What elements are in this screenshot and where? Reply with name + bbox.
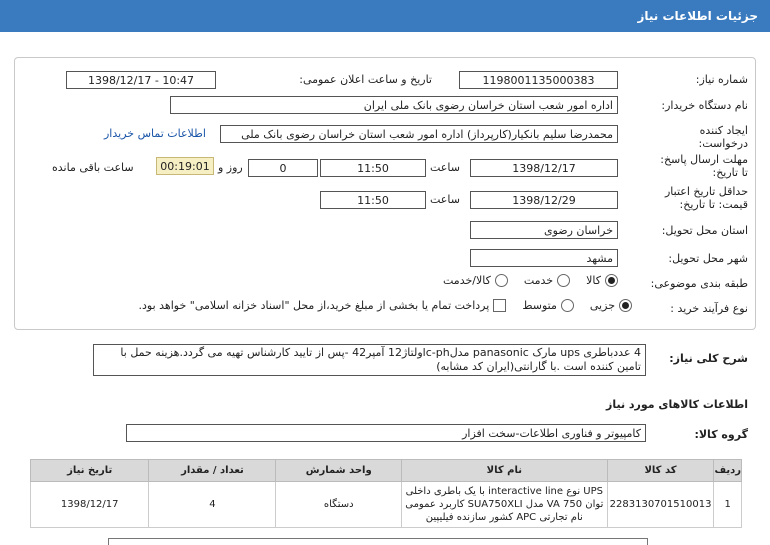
purchase-option-minor[interactable]: جزیی bbox=[590, 299, 632, 312]
col-name: نام کالا bbox=[401, 460, 607, 482]
category-label: طبقه بندی موضوعی: bbox=[650, 277, 748, 290]
reply-date-field[interactable]: 1398/12/17 bbox=[470, 159, 618, 177]
days-label: روز و bbox=[218, 161, 243, 174]
price-time-field[interactable]: 11:50 bbox=[320, 191, 426, 209]
creator-field[interactable]: محمدرضا سلیم بانکیار(کارپرداز) اداره امور شعب استان خراسان رضوی بانک ملی bbox=[220, 125, 618, 143]
col-date: تاریخ نیاز bbox=[31, 460, 149, 482]
remaining-label: ساعت باقی مانده bbox=[52, 161, 134, 174]
description-field[interactable]: 4 عددباطری ups مارک panasonic مدلlc-phولتاژ12 آمپر42 -پس از تایید کارشناس تهیه می گردد.هزینه حمل با تامین کننده است .با گارانتی(ایران کد مشابه) bbox=[93, 344, 646, 376]
category-radio-group bbox=[433, 274, 618, 287]
creator-label: ایجاد کننده درخواست: bbox=[698, 124, 748, 150]
category-option-both[interactable]: کالا/خدمت bbox=[443, 274, 508, 287]
radio-icon[interactable] bbox=[605, 274, 618, 287]
cell-unit: دستگاه bbox=[276, 482, 401, 528]
reply-time-field[interactable]: 11:50 bbox=[320, 159, 426, 177]
treasury-payment-option[interactable]: پرداخت تمام یا بخشی از مبلغ خرید،از محل "اسناد خزانه اسلامی" خواهد بود. bbox=[139, 299, 507, 312]
goods-section-title: اطلاعات کالاهای مورد نیاز bbox=[606, 398, 748, 411]
checkbox-icon[interactable] bbox=[493, 299, 506, 312]
reply-deadline-label: مهلت ارسال پاسخ: تا تاریخ: bbox=[660, 153, 748, 179]
city-field[interactable]: مشهد bbox=[470, 249, 618, 267]
need-number-label: شماره نیاز: bbox=[695, 73, 748, 86]
purchase-option-medium[interactable]: متوسط bbox=[522, 299, 574, 312]
price-validity-label: حداقل تاریخ اعتبار قیمت: تا تاریخ: bbox=[664, 185, 748, 211]
page-header bbox=[0, 0, 770, 32]
goods-group-field[interactable]: کامپیوتر و فناوری اطلاعات-سخت افزار bbox=[126, 424, 646, 442]
cell-name: UPS نوع interactive line با یک باطری داخلی توان 750 VA مدل SUA750XLI کاربرد عمومی نام تجارتی APC کشور سازنده فیلیپین bbox=[401, 482, 607, 528]
buyer-org-label: نام دستگاه خریدار: bbox=[661, 99, 748, 112]
radio-icon[interactable] bbox=[495, 274, 508, 287]
next-section-box bbox=[108, 538, 648, 545]
province-field[interactable]: خراسان رضوی bbox=[470, 221, 618, 239]
price-time-label: ساعت bbox=[430, 193, 460, 206]
city-label: شهر محل تحویل: bbox=[668, 252, 748, 265]
table-row[interactable] bbox=[31, 482, 742, 528]
announce-label: تاریخ و ساعت اعلان عمومی: bbox=[299, 73, 432, 86]
reply-time-label: ساعت bbox=[430, 161, 460, 174]
province-label: استان محل تحویل: bbox=[661, 224, 748, 237]
goods-table bbox=[30, 459, 742, 528]
buyer-org-field[interactable]: اداره امور شعب استان خراسان رضوی بانک ملی ایران bbox=[170, 96, 618, 114]
radio-icon[interactable] bbox=[619, 299, 632, 312]
col-row: ردیف bbox=[714, 460, 742, 482]
col-unit: واحد شمارش bbox=[276, 460, 401, 482]
category-option-goods[interactable]: کالا bbox=[586, 274, 618, 287]
contact-buyer-link[interactable]: اطلاعات تماس خریدار bbox=[104, 127, 206, 140]
radio-icon[interactable] bbox=[557, 274, 570, 287]
category-option-service[interactable]: خدمت bbox=[524, 274, 570, 287]
cell-code: 2283130701510013 bbox=[607, 482, 714, 528]
col-qty: تعداد / مقدار bbox=[149, 460, 276, 482]
page-title: جزئیات اطلاعات نیاز bbox=[637, 9, 758, 23]
need-number-field[interactable]: 1198001135000383 bbox=[459, 71, 618, 89]
cell-row: 1 bbox=[714, 482, 742, 528]
cell-date: 1398/12/17 bbox=[31, 482, 149, 528]
cell-qty: 4 bbox=[149, 482, 276, 528]
remaining-timer: 00:19:01 bbox=[156, 157, 214, 175]
announce-field[interactable]: 1398/12/17 - 10:47 bbox=[66, 71, 216, 89]
purchase-type-label: نوع فرآیند خرید : bbox=[670, 302, 748, 315]
price-date-field[interactable]: 1398/12/29 bbox=[470, 191, 618, 209]
description-label: شرح کلی نیاز: bbox=[669, 352, 748, 365]
radio-icon[interactable] bbox=[561, 299, 574, 312]
goods-group-label: گروه کالا: bbox=[694, 428, 748, 441]
col-code: کد کالا bbox=[607, 460, 714, 482]
purchase-radio-group bbox=[129, 299, 632, 312]
days-field[interactable]: 0 bbox=[248, 159, 318, 177]
table-header-row bbox=[31, 460, 742, 482]
